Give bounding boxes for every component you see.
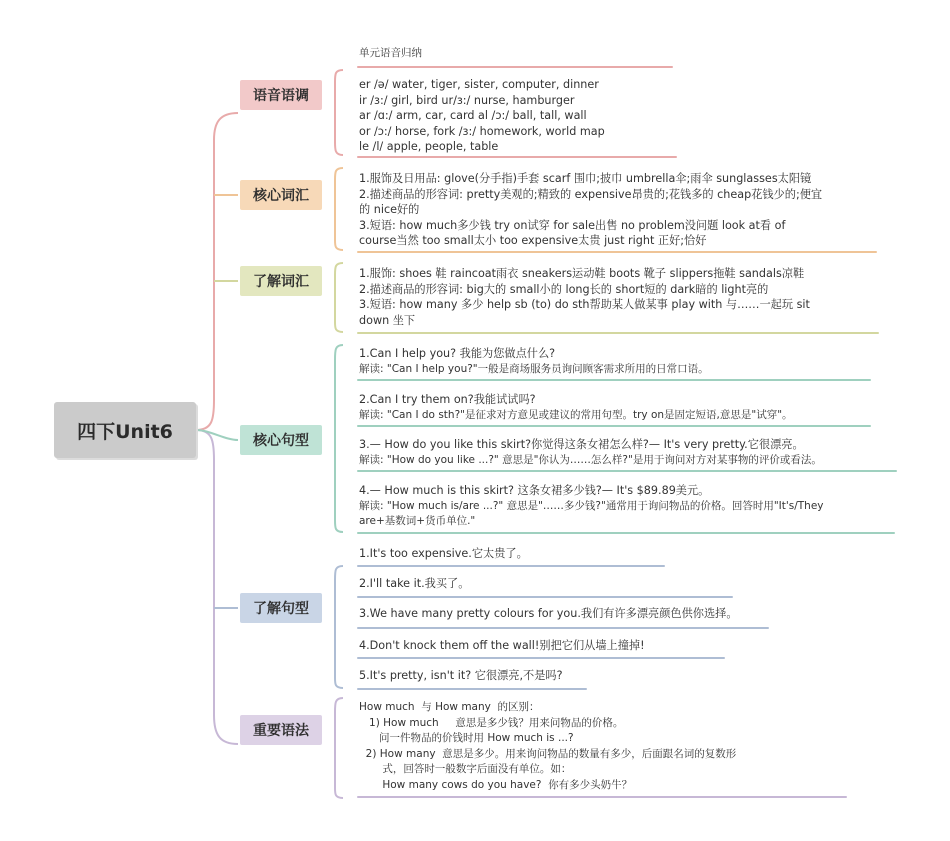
branch-pronunciation: 语音语调	[240, 80, 322, 110]
grammar-content	[359, 700, 736, 793]
core-vocab-underline	[357, 251, 877, 253]
pronunciation-line: le /l/ apple, people, table	[359, 140, 499, 153]
pronunciation-title: 单元语音归纳	[359, 47, 422, 59]
bracket-b1	[335, 70, 343, 155]
branch-extra-sentences: 了解句型	[240, 593, 322, 623]
grammar-line: How much 与 How many 的区别：	[359, 701, 540, 713]
core-sentence-explain: 解读: "How do you like ...?" 意思是"你认为……怎么样?"是用于询问对方对某事物的评价或看法。	[359, 453, 822, 466]
grammar-underline	[357, 796, 847, 798]
extra-vocab-line: 3.短语: how many 多少 help sb (to) do sth帮助某人做某事 play with 与……一起玩 sit	[359, 298, 810, 311]
core-sentence-question: 1.Can I help you? 我能为您做点什么?	[359, 347, 556, 360]
trunk-line	[196, 113, 238, 430]
core-vocab-line: 的 nice好的	[359, 203, 420, 216]
core-sentence-item	[359, 392, 793, 423]
core-vocab-content	[359, 171, 822, 249]
core-vocab-line: 3.短语: how much多少钱 try on试穿 for sale出售 no problem没问题 look at看 of	[359, 218, 786, 232]
core-vocab-line: course当然 too small太小 too expensive太贵 just right 正好;恰好	[359, 234, 707, 247]
pronunciation-content	[359, 77, 605, 155]
pronunciation-line: er /ə/ water, tiger, sister, computer, dinner	[359, 78, 599, 91]
extra-sentence-item: 2.I'll take it.我买了。	[359, 577, 470, 590]
pronunciation-line: ir /ɜ:/ girl, bird ur/ɜ:/ nurse, hamburger	[359, 93, 575, 107]
core-sentence-item	[359, 437, 822, 468]
branch-grammar: 重要语法	[240, 715, 322, 745]
core-sentence-question: 2.Can I try them on?我能试试吗?	[359, 393, 536, 406]
grammar-line: 式，回答时一般数字后面没有单位。如：	[359, 763, 572, 775]
extra-sentence-underline	[357, 688, 587, 690]
trunk-line-2	[196, 430, 238, 744]
core-sentence-question: 4.— How much is this skirt? 这条女裙多少钱?— It's $89.89美元。	[359, 484, 710, 497]
extra-sentence-item: 1.It's too expensive.它太贵了。	[359, 547, 528, 560]
core-vocab-line: 1.服饰及日用品: glove(分手指)手套 scarf 围巾;披巾 umbrella伞;雨伞 sunglasses太阳镜	[359, 172, 812, 185]
core-sentence-item	[359, 346, 709, 377]
pronunciation-line: ar /ɑ:/ arm, car, card al /ɔ:/ ball, tall, wall	[359, 109, 587, 122]
bracket-b5	[335, 566, 343, 688]
branch-core-sentences: 核心句型	[240, 425, 322, 455]
extra-sentence-underline	[357, 657, 725, 659]
link-b4	[196, 430, 238, 440]
bracket-b4	[335, 345, 343, 532]
core-sentence-explain: 解读: "How much is/are ...?" 意思是"……多少钱?"通常用于询问物品的价格。回答时用"It's/They	[359, 499, 824, 512]
core-sentence-underline	[357, 470, 897, 472]
pronunciation-underline	[357, 156, 677, 158]
grammar-line: 问一件物品的价钱时用 How much is ...?	[359, 732, 574, 744]
core-sentence-explain: 解读: "Can I help you?"一般是商场服务员询问顾客需求所用的日常口语。	[359, 362, 709, 375]
core-sentence-question: 3.— How do you like this skirt?你觉得这条女裙怎么样?— It's very pretty.它很漂亮。	[359, 438, 804, 451]
extra-vocab-content	[359, 266, 810, 328]
bracket-b2	[335, 168, 343, 250]
core-sentence-explain: are+基数词+货币单位."	[359, 515, 476, 527]
grammar-line: 1) How much 意思是多少钱？用来问物品的价格。	[359, 716, 624, 729]
extra-vocab-line: 2.描述商品的形容词: big大的 small小的 long长的 short短的 dark暗的 light亮的	[359, 282, 769, 296]
grammar-line: How many cows do you have? 你有多少头奶牛？	[359, 778, 633, 791]
pronunciation-line: or /ɔ:/ horse, fork /ɜ:/ homework, world map	[359, 124, 605, 138]
extra-vocab-underline	[357, 332, 879, 334]
extra-sentence-item: 4.Don't knock them off the wall!别把它们从墙上撞掉!	[359, 639, 645, 652]
extra-sentence-underline	[357, 627, 769, 629]
extra-vocab-line: 1.服饰: shoes 鞋 raincoat雨衣 sneakers运动鞋 boots 靴子 slippers拖鞋 sandals凉鞋	[359, 267, 805, 280]
core-sentence-underline	[357, 425, 871, 427]
core-sentence-underline	[357, 532, 895, 534]
core-sentence-explain: 解读: "Can I do sth?"是征求对方意见或建议的常用句型。try on是固定短语,意思是"试穿"。	[359, 408, 793, 421]
extra-sentence-item: 5.It's pretty, isn't it? 它很漂亮,不是吗?	[359, 669, 563, 682]
pronunciation-title-underline	[357, 66, 673, 68]
extra-sentence-item: 3.We have many pretty colours for you.我们有许多漂亮颜色供你选择。	[359, 607, 738, 620]
extra-sentence-underline	[357, 565, 665, 567]
core-sentence-underline	[357, 379, 871, 381]
branch-core-vocab: 核心词汇	[240, 180, 322, 210]
grammar-line: 2) How many 意思是多少。用来询问物品的数量有多少，后面跟名词的复数形	[359, 747, 737, 760]
core-vocab-line: 2.描述商品的形容词: pretty美观的;精致的 expensive昂贵的;花钱多的 cheap花钱少的;便宜	[359, 187, 823, 201]
bracket-b3	[335, 263, 343, 332]
extra-sentence-underline	[357, 596, 733, 598]
extra-vocab-line: down 坐下	[359, 313, 416, 327]
bracket-b6	[335, 698, 343, 798]
root-node: 四下Unit6	[54, 402, 196, 458]
branch-extra-vocab: 了解词汇	[240, 266, 322, 296]
core-sentence-item	[359, 483, 824, 530]
